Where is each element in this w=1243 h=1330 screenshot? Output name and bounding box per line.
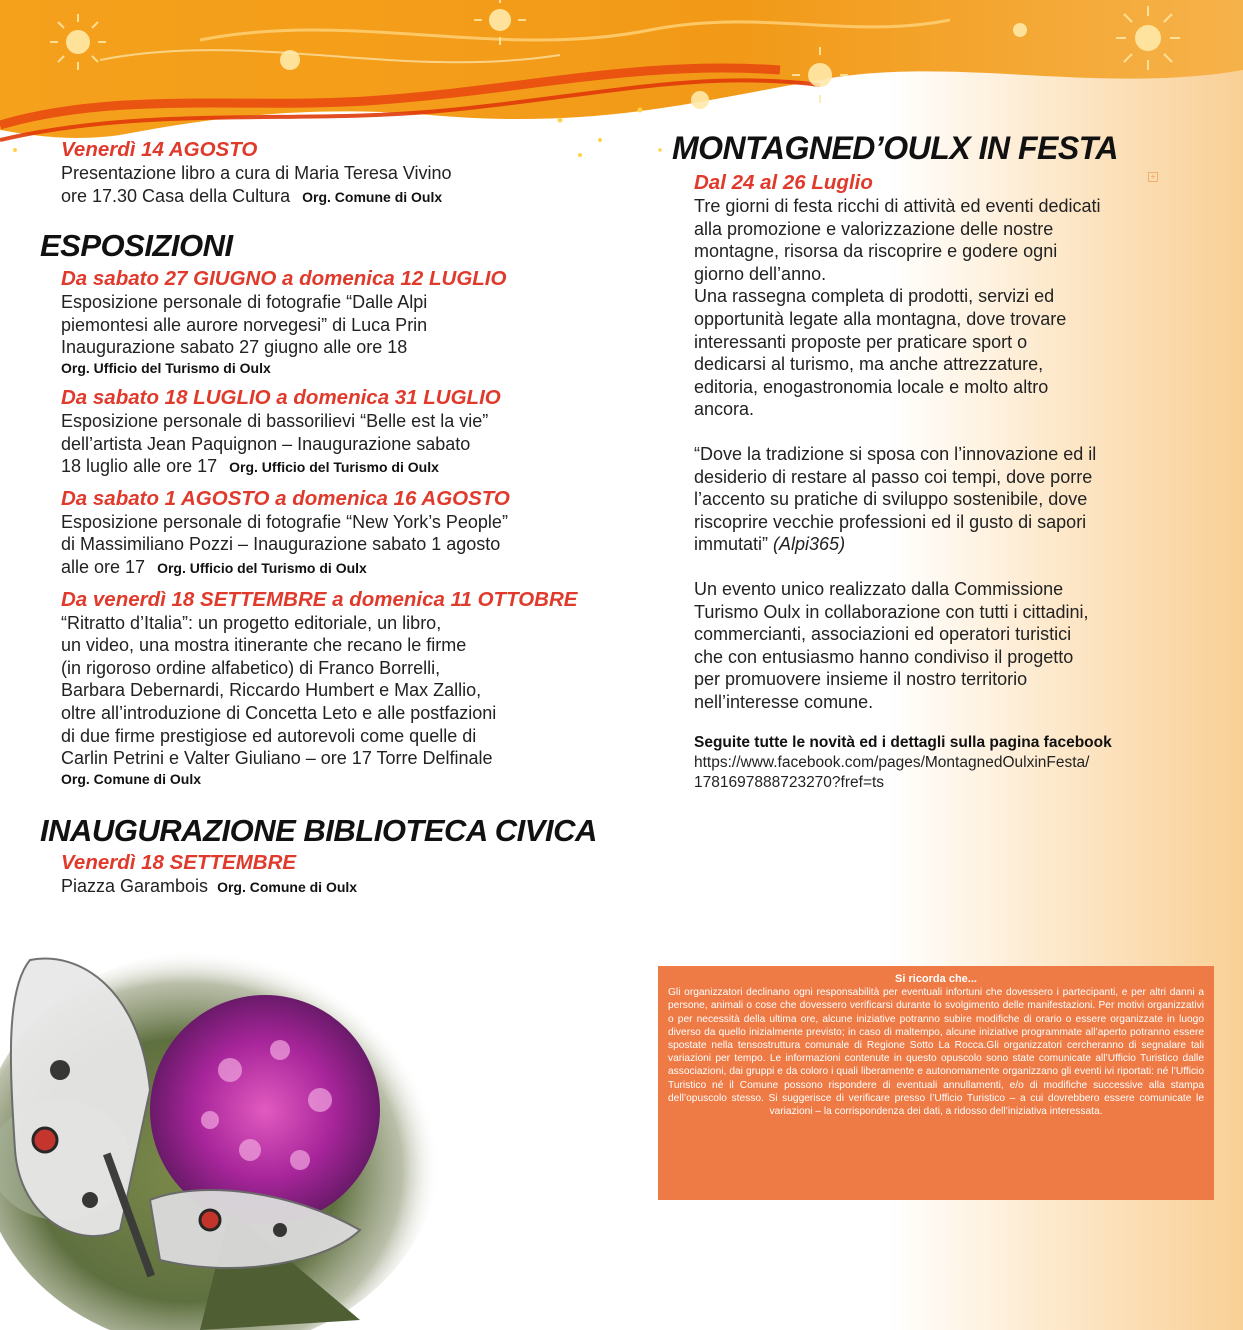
paragraph-line: commercianti, associazioni ed operatori turistici	[694, 624, 1072, 645]
festa-paragraph-3	[694, 578, 1192, 714]
paragraph-line: che con entusiasmo hanno condiviso il progetto	[694, 646, 1074, 667]
event-date: Venerdì 18 SETTEMBRE	[61, 850, 297, 874]
event-date: Da sabato 27 GIUGNO a domenica 12 LUGLIO	[61, 267, 507, 291]
event-date: Da venerdì 18 SETTEMBRE a domenica 11 OTTOBRE	[61, 587, 578, 611]
paragraph-line: opportunità legate alla montagna, dove trovare	[694, 308, 1067, 329]
section-title-festa: MONTAGNED’OULX IN FESTA	[672, 130, 1118, 166]
event-line: (in rigoroso ordine alfabetico) di Franco Borrelli,	[61, 657, 441, 678]
event-org: Org. Comune di Oulx	[302, 188, 443, 205]
paragraph-line: Un evento unico realizzato dalla Commissione	[694, 578, 1064, 599]
event-line: Esposizione personale di fotografie “Dalle Alpi	[61, 292, 428, 313]
disclaimer-box	[658, 966, 1214, 1200]
facebook-info	[694, 732, 1192, 793]
event-line: Esposizione personale di bassorilievi “Belle est la vie”	[61, 410, 489, 431]
event-org: Org. Ufficio del Turismo di Oulx	[229, 459, 439, 476]
event-place: Piazza Garambois	[61, 875, 209, 896]
exhibition-4	[61, 588, 600, 789]
event-org: Org. Ufficio del Turismo di Oulx	[61, 359, 271, 376]
festa-paragraph-1	[694, 195, 1192, 421]
exhibition-1	[61, 267, 600, 378]
event-line: oltre all’introduzione di Concetta Leto e alle postfazioni	[61, 702, 497, 723]
event-line-text: 18 luglio alle ore 17	[61, 456, 218, 477]
quote-end: immutati”	[694, 534, 769, 555]
paragraph-line: ancora.	[694, 399, 755, 420]
event-biblioteca	[61, 851, 600, 899]
event-time-place: ore 17.30 Casa della Cultura	[61, 185, 291, 206]
left-column	[40, 138, 600, 898]
event-line: Barbara Debernardi, Riccardo Humbert e Max Zallio,	[61, 680, 482, 701]
festa-date: Dal 24 al 26 Luglio	[694, 171, 873, 194]
quote-line: desiderio di restare al passo coi tempi, dove porre	[694, 466, 1093, 487]
facebook-link-cont[interactable]: 1781697888723270?fref=ts	[694, 774, 885, 792]
event-line: piemontesi alle aurore norvegesi” di Luca Prin	[61, 314, 428, 335]
facebook-link[interactable]: https://www.facebook.com/pages/MontagnedOulxinFesta/	[694, 754, 1090, 772]
butterfly-flower-photo	[0, 900, 470, 1330]
event-line: “Ritratto d’Italia”: un progetto editoriale, un libro,	[61, 612, 442, 633]
event-org: Org. Comune di Oulx	[61, 770, 202, 787]
quote-source: (Alpi365)	[773, 534, 846, 555]
paragraph-line: editoria, enogastronomia locale e molto altro	[694, 376, 1049, 397]
event-line	[61, 875, 600, 899]
event-line: Presentazione libro a cura di Maria Teresa Vivino	[61, 163, 452, 183]
festa-content	[694, 171, 1192, 793]
festa-quote	[694, 443, 1192, 556]
event-org: Org. Ufficio del Turismo di Oulx	[157, 559, 367, 576]
exhibition-2	[61, 386, 600, 479]
disclaimer-title: Si ricorda che...	[895, 973, 977, 985]
paragraph-line: nell’interesse comune.	[694, 691, 874, 712]
disclaimer-text: Gli organizzatori declinano ogni responsabilità per eventuali infortuni che dovessero i partecipanti, e per altri danni a persone, animali o cose che dovessero verificarsi durante lo svolgimento delle manifestazioni. Per motivi organizzativi o per necessità della ultima ore, alcune iniziative potranno subire modifiche di orario o essere organizzate in luogo diverso da quello inizialmente previsto; in caso di maltempo, alcune iniziative programmate all’aperto potranno essere spostate nella tensostruttura comunale di Regione Sotto La Rocca.Gli organizzatori cercheranno di segnalare tali variazioni per tempo. Le informazioni contenute in questo opuscolo sono state comunicate all’Ufficio Turistico dalle associazioni, dai gruppi e da coloro i quali liberamente e autonomamente organizzano gli eventi ivi riportati: né l’Ufficio Turistico né il Comune possono rispondere di eventuali annullamenti, e/o di modifiche successive alla stampa dell’opuscolo stesso. Si suggerisce di verificare presso l’Ufficio Turistico – a cui dovrebbero essere comunicate le variazioni – la corrispondenza dei dati, a ridosso dell’iniziativa interessata.	[668, 987, 1204, 1118]
event-date: Venerdì 14 AGOSTO	[61, 138, 258, 161]
paragraph-line: Turismo Oulx in collaborazione con tutti i cittadini,	[694, 601, 1089, 622]
event-line	[61, 185, 600, 209]
event-line: di Massimiliano Pozzi – Inaugurazione sabato 1 agosto	[61, 534, 501, 555]
paragraph-line: alla promozione e valorizzazione delle nostre	[694, 218, 1054, 239]
event-14-agosto	[61, 138, 600, 208]
event-org: Org. Comune di Oulx	[217, 878, 358, 895]
plus-mark-icon: +	[1148, 172, 1158, 182]
quote-line: riscoprire vecchie professioni ed il gusto di sapori	[694, 511, 1087, 532]
exhibition-3	[61, 487, 600, 580]
section-title-esposizioni: ESPOSIZIONI	[40, 228, 233, 264]
event-line: dell’artista Jean Paquignon – Inaugurazione sabato	[61, 433, 471, 454]
quote-line: “Dove la tradizione si sposa con l’innovazione ed il	[694, 443, 1097, 464]
event-line: Carlin Petrini e Valter Giuliano – ore 17 Torre Delfinale	[61, 748, 493, 769]
paragraph-line: Tre giorni di festa ricchi di attività ed eventi dedicati	[694, 196, 1101, 216]
paragraph-line: montagne, risorsa da riscoprire e godere ogni	[694, 241, 1058, 262]
facebook-label: Seguite tutte le novità ed i dettagli sulla pagina facebook	[694, 734, 1112, 752]
event-line: Esposizione personale di fotografie “New York’s People”	[61, 511, 508, 532]
paragraph-line: per promuovere insieme il nostro territorio	[694, 669, 1028, 690]
quote-line: l’accento su pratiche di sviluppo sostenibile, dove	[694, 489, 1088, 510]
event-line: un video, una mostra itinerante che recano le firme	[61, 635, 467, 656]
event-date: Da sabato 18 LUGLIO a domenica 31 LUGLIO	[61, 385, 501, 409]
paragraph-line: interessanti proposte per praticare sport o	[694, 331, 1028, 352]
section-title-biblioteca: INAUGURAZIONE BIBLIOTECA CIVICA	[40, 812, 597, 848]
right-column	[672, 130, 1192, 793]
paragraph-line: Una rassegna completa di prodotti, servizi ed	[694, 286, 1055, 307]
event-line: di due firme prestigiose ed autorevoli come quelle di	[61, 725, 477, 746]
paragraph-line: dedicarsi al turismo, ma anche attrezzature,	[694, 354, 1044, 375]
event-line	[61, 556, 600, 580]
quote-line	[694, 533, 1192, 556]
paragraph-line: giorno dell’anno.	[694, 263, 827, 284]
event-line: Inaugurazione sabato 27 giugno alle ore 18	[61, 337, 408, 358]
event-line-text: alle ore 17	[61, 556, 146, 577]
event-line	[61, 455, 600, 479]
event-date: Da sabato 1 AGOSTO a domenica 16 AGOSTO	[61, 486, 510, 510]
